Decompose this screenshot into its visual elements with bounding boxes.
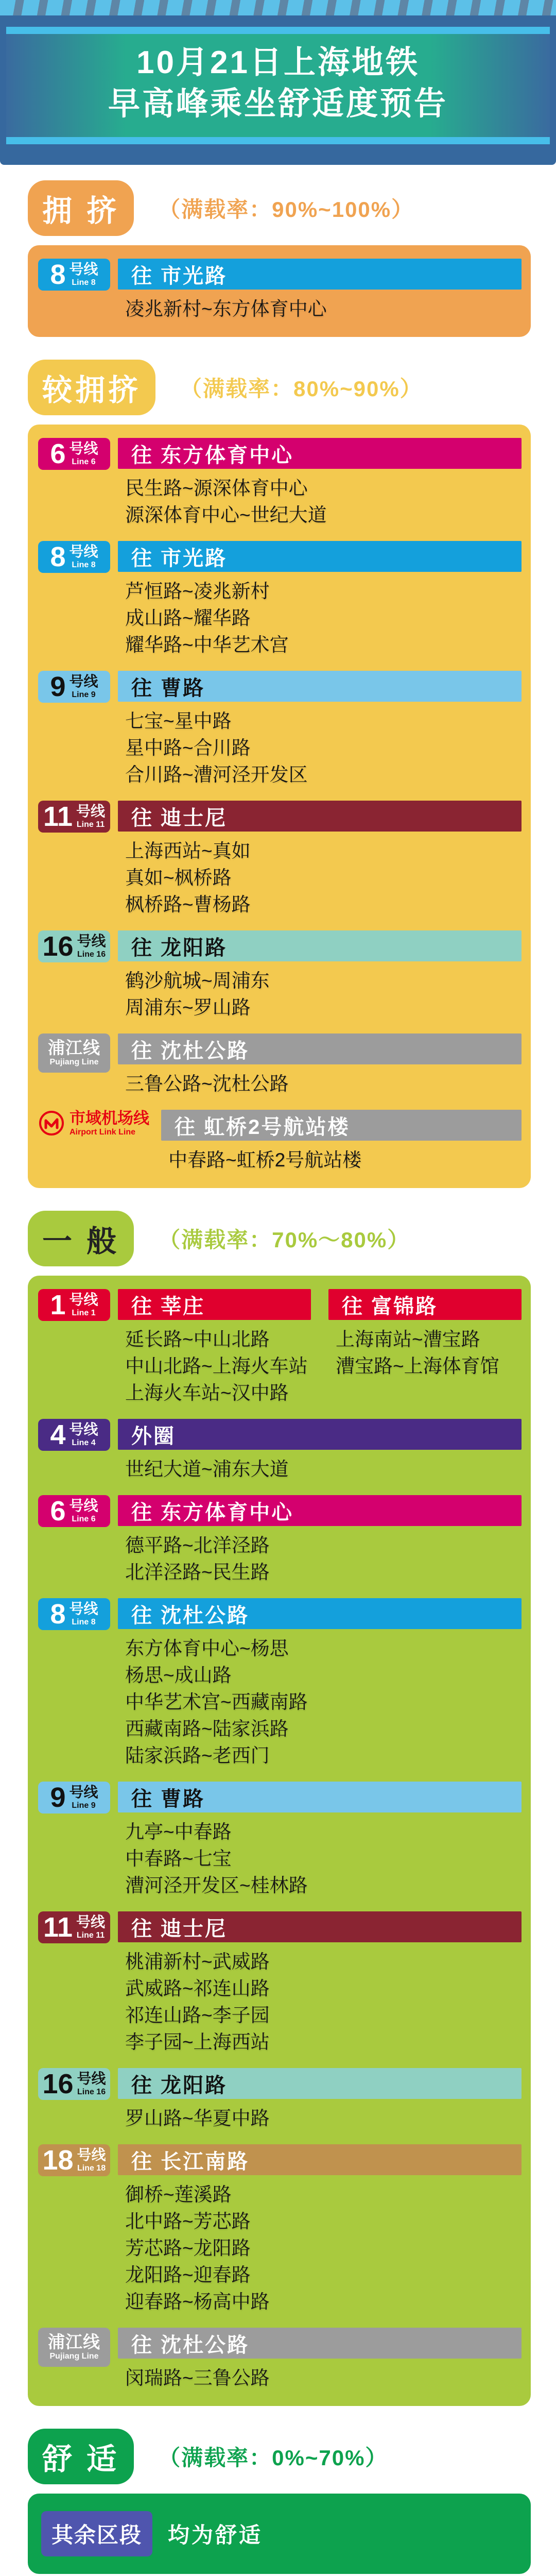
direction-blocks: [118, 1033, 522, 1098]
line-badge-labels: [76, 804, 105, 829]
direction-blocks: [118, 2144, 522, 2316]
rest-segments-badge: 其余区段: [41, 2511, 152, 2556]
direction-block: [161, 1110, 522, 1175]
direction-bar: 往 富锦路: [328, 1289, 522, 1320]
direction-bar: 往 市光路: [118, 541, 522, 572]
segment-item: 西藏南路~陆家浜路: [125, 1718, 289, 1739]
line-8-badge: [38, 541, 110, 573]
line-group: [38, 1289, 522, 1408]
direction-block: [118, 1289, 311, 1408]
direction-block: [118, 930, 522, 1022]
direction-bar: 往 龙阳路: [118, 930, 522, 961]
direction-blocks: [118, 1911, 522, 2057]
line-unit-label: 号线: [69, 1784, 98, 1800]
line-8-badge: [38, 259, 110, 291]
segment-item: 中山北路~上海火车站: [125, 1355, 308, 1377]
segment-item: 真如~枫桥路: [125, 867, 232, 888]
segment-item: 耀华路~中华艺术宫: [125, 634, 289, 655]
segment-item: 成山路~耀华路: [125, 607, 251, 629]
direction-blocks: [118, 801, 522, 919]
line-number: 16: [42, 2069, 74, 2099]
segment-list: [125, 968, 522, 1021]
segment-list: [125, 2181, 522, 2315]
line-badge-labels: [70, 262, 98, 287]
segment-item: 凌兆新村~东方体育中心: [125, 298, 327, 319]
line-unit-label: 号线: [76, 1914, 106, 1930]
segment-list: [125, 296, 522, 323]
segment-item: 上海火车站~汉中路: [125, 1382, 289, 1403]
line-number: 9: [50, 1782, 66, 1813]
direction-bar: 往 东方体育中心: [118, 438, 522, 469]
line-name-en: Pujiang Line: [49, 2352, 99, 2361]
line-name-cn: 浦江线: [48, 2332, 100, 2351]
line-en-label: Line 4: [72, 1438, 96, 1447]
section-rather-crowded-card: [28, 425, 531, 1188]
segment-list: [125, 1948, 522, 2056]
line-16-badge: [38, 930, 110, 962]
line-name-en: Airport Link Line: [70, 1127, 135, 1137]
direction-block: [118, 1033, 522, 1098]
line-badge-labels: [70, 442, 98, 466]
line-unit-label: 号线: [76, 803, 106, 819]
line-number: 11: [43, 801, 73, 832]
line-unit-label: 号线: [77, 2071, 106, 2087]
direction-block: [118, 541, 522, 659]
line-9-badge: [38, 671, 110, 703]
header-stripes: [0, 0, 556, 15]
direction-block: [118, 671, 522, 789]
segment-item: 漕河泾开发区~桂林路: [125, 1875, 308, 1896]
segment-list: [125, 1071, 522, 1097]
page-title-line2: 早高峰乘坐舒适度预告: [108, 86, 448, 122]
line-6-badge: [38, 438, 110, 470]
segment-item: 合川路~漕河泾开发区: [125, 764, 308, 785]
line-unit-label: 号线: [77, 2147, 106, 2163]
direction-block: [118, 2328, 522, 2393]
segment-list: [125, 1532, 522, 1586]
line-group: [38, 1033, 522, 1098]
line-en-label: Line 11: [76, 1931, 105, 1940]
line-group: [38, 1911, 522, 2057]
section-crowded-badge: 拥 挤: [28, 180, 134, 236]
direction-blocks: [118, 930, 522, 1022]
line-badge-labels: [70, 1293, 98, 1317]
line-name-cn: 浦江线: [48, 1038, 100, 1057]
section-rather-crowded-badge: 较拥挤: [28, 360, 155, 415]
segment-item: 陆家浜路~老西门: [125, 1745, 270, 1766]
segment-item: 迎春路~杨高中路: [125, 2291, 270, 2312]
direction-blocks: [118, 1419, 522, 1484]
airport-link-line-badge: [38, 1110, 149, 1137]
line-unit-label: 号线: [69, 1292, 98, 1308]
section-normal-head: [28, 1211, 556, 1266]
direction-blocks: [118, 1598, 522, 1770]
line-name-cn: 市域机场线: [70, 1109, 149, 1127]
segment-item: 民生路~源深体育中心: [125, 478, 308, 499]
page-title: [6, 42, 550, 125]
line-number: 6: [50, 438, 66, 469]
direction-blocks: [118, 1495, 522, 1587]
page-title-line1: 10月21日上海地铁: [136, 45, 420, 80]
line-number: 4: [50, 1419, 66, 1450]
line-1-badge: [38, 1289, 110, 1321]
header-banner: [0, 15, 556, 165]
direction-block: [118, 1911, 522, 2057]
line-en-label: Line 16: [77, 2088, 106, 2096]
segment-item: 世纪大道~浦东大道: [125, 1459, 289, 1480]
direction-block: [118, 1782, 522, 1900]
segment-item: 中春路~虹桥2号航站楼: [168, 1149, 362, 1171]
line-number: 18: [42, 2145, 74, 2176]
rest-segments-row: [38, 2507, 522, 2561]
line-badge-labels: [76, 1915, 105, 1940]
line-en-label: Line 8: [72, 278, 96, 287]
direction-block: [118, 2144, 522, 2316]
section-comfortable-head: [28, 2429, 556, 2484]
line-badge-labels: [77, 2148, 106, 2173]
direction-bar: 往 沈杜公路: [118, 2328, 522, 2359]
line-number: 16: [42, 931, 74, 962]
line-badge-labels: [70, 1422, 98, 1447]
direction-bar: 往 曹路: [118, 1782, 522, 1812]
segment-list: [168, 1147, 522, 1174]
segment-item: 芦恒路~凌兆新村: [125, 581, 270, 602]
segment-item: 武威路~祁连山路: [125, 1978, 270, 1999]
direction-blocks: [118, 438, 522, 530]
segment-item: 李子园~上海西站: [125, 2031, 270, 2053]
direction-bar: 往 长江南路: [118, 2144, 522, 2175]
direction-bar: 外圈: [118, 1419, 522, 1450]
line-unit-label: 号线: [69, 440, 98, 456]
segment-item: 枫桥路~曹杨路: [125, 894, 251, 915]
segment-item: 龙阳路~迎春路: [125, 2264, 251, 2285]
direction-bar: 往 迪士尼: [118, 1911, 522, 1942]
segment-item: 东方体育中心~杨思: [125, 1638, 289, 1659]
line-number: 6: [50, 1496, 66, 1527]
direction-block: [118, 259, 522, 324]
segment-item: 北洋泾路~民生路: [125, 1562, 270, 1583]
segment-list: [125, 578, 522, 658]
segment-list: [125, 475, 522, 529]
section-crowded-load-note: （满载率：90%~100%）: [159, 197, 414, 222]
direction-block: [118, 2068, 522, 2133]
segment-item: 芳芯路~龙阳路: [125, 2238, 251, 2259]
direction-bar: 往 曹路: [118, 671, 522, 702]
segment-item: 上海南站~漕宝路: [336, 1329, 480, 1350]
rest-segments-text: 均为舒适: [168, 2523, 263, 2547]
line-group: [38, 2328, 522, 2393]
airport-link-line-logo-icon: [38, 1110, 65, 1137]
line-en-label: Line 8: [72, 1618, 96, 1626]
segment-list: [125, 1456, 522, 1483]
line-group: [38, 801, 522, 919]
line-en-label: Line 9: [72, 1801, 96, 1810]
header-banner-inner: [6, 27, 550, 144]
line-name-en: Pujiang Line: [49, 1058, 99, 1066]
section-rather-crowded-load-note: （满载率：80%~90%）: [180, 377, 423, 401]
segment-item: 闵瑞路~三鲁公路: [125, 2367, 270, 2388]
line-number: 11: [43, 1912, 73, 1943]
direction-blocks: [118, 541, 522, 659]
segment-list: [125, 2365, 522, 2392]
direction-bar: 往 东方体育中心: [118, 1495, 522, 1526]
direction-block: [118, 1598, 522, 1770]
section-comfortable-load-note: （满载率：0%~70%）: [159, 2446, 388, 2470]
section-normal-load-note: （满载率：70%～80%）: [159, 1228, 410, 1252]
direction-blocks: [161, 1110, 522, 1175]
segment-list: [336, 1326, 522, 1380]
section-normal-badge: 一 般: [28, 1211, 134, 1266]
sections: [0, 180, 556, 2574]
line-en-label: Line 8: [72, 561, 96, 569]
line-en-label: Line 1: [72, 1309, 96, 1317]
direction-block: [118, 801, 522, 919]
line-11-badge: [38, 1911, 110, 1943]
line-badge-labels: [70, 545, 98, 569]
line-number: 9: [50, 671, 66, 702]
line-en-label: Line 18: [77, 2164, 106, 2173]
section-normal-card: [28, 1276, 531, 2406]
line-unit-label: 号线: [69, 673, 98, 689]
direction-blocks: [118, 1289, 522, 1408]
section-rather-crowded-head: [28, 360, 556, 415]
direction-blocks: [118, 2328, 522, 2393]
line-en-label: Line 6: [72, 1515, 96, 1523]
line-number: 8: [50, 259, 66, 290]
segment-item: 中春路~七宝: [125, 1848, 232, 1869]
line-badge-labels: [70, 674, 98, 699]
line-group: [38, 1110, 522, 1175]
airport-line-labels: [70, 1110, 149, 1137]
segment-item: 御桥~莲溪路: [125, 2184, 232, 2205]
line-4-badge: [38, 1419, 110, 1451]
section-crowded-head: [28, 180, 556, 236]
line-badge-labels: [77, 934, 106, 959]
line-16-badge: [38, 2068, 110, 2100]
segment-item: 周浦东~罗山路: [125, 997, 251, 1018]
segment-item: 九亭~中春路: [125, 1821, 232, 1842]
segment-item: 漕宝路~上海体育馆: [336, 1355, 499, 1377]
line-unit-label: 号线: [69, 1421, 98, 1437]
segment-list: [125, 708, 522, 788]
direction-blocks: [118, 671, 522, 789]
segment-item: 德平路~北洋泾路: [125, 1535, 270, 1556]
direction-block: [328, 1289, 522, 1408]
line-en-label: Line 9: [72, 690, 96, 699]
line-number: 8: [50, 1599, 66, 1630]
line-badge-labels: [70, 1785, 98, 1810]
direction-bar: 往 沈杜公路: [118, 1033, 522, 1064]
section-crowded-card: [28, 245, 531, 337]
section-comfortable-badge: 舒 适: [28, 2429, 134, 2484]
segment-item: 上海西站~真如: [125, 840, 251, 861]
line-badge-labels: [70, 1602, 98, 1626]
segment-item: 源深体育中心~世纪大道: [125, 504, 327, 526]
direction-block: [118, 1419, 522, 1484]
line-group: [38, 2068, 522, 2133]
line-group: [38, 1495, 522, 1587]
line-group: [38, 671, 522, 789]
direction-bar: 往 莘庄: [118, 1289, 311, 1320]
direction-blocks: [118, 2068, 522, 2133]
pujiang-line-badge: [38, 1033, 110, 1073]
segment-item: 三鲁公路~沈杜公路: [125, 1073, 289, 1094]
segment-item: 中华艺术宫~西藏南路: [125, 1691, 308, 1713]
segment-list: [125, 2105, 522, 2132]
line-number: 8: [50, 541, 66, 572]
segment-list: [125, 1635, 522, 1769]
line-group: [38, 259, 522, 324]
line-badge-labels: [77, 2072, 106, 2096]
line-en-label: Line 11: [76, 820, 105, 829]
segment-item: 罗山路~华夏中路: [125, 2108, 270, 2129]
line-number: 1: [50, 1290, 66, 1320]
segment-list: [125, 838, 522, 918]
line-en-label: Line 16: [77, 950, 106, 959]
segment-item: 鹤沙航城~周浦东: [125, 970, 270, 991]
direction-bar: 往 虹桥2号航站楼: [161, 1110, 522, 1141]
segment-item: 星中路~合川路: [125, 737, 251, 758]
line-badge-labels: [70, 1499, 98, 1523]
segment-item: 祁连山路~李子园: [125, 2005, 270, 2026]
line-en-label: Line 6: [72, 457, 96, 466]
segment-item: 七宝~星中路: [125, 710, 232, 732]
direction-bar: 往 市光路: [118, 259, 522, 290]
line-unit-label: 号线: [69, 1601, 98, 1617]
line-group: [38, 930, 522, 1022]
section-comfortable-card: [28, 2494, 531, 2574]
line-group: [38, 541, 522, 659]
direction-block: [118, 1495, 522, 1587]
line-unit-label: 号线: [69, 261, 98, 277]
direction-blocks: [118, 1782, 522, 1900]
segment-item: 北中路~芳芯路: [125, 2211, 251, 2232]
direction-block: [118, 438, 522, 530]
direction-blocks: [118, 259, 522, 324]
direction-bar: 往 迪士尼: [118, 801, 522, 832]
line-8-badge: [38, 1598, 110, 1630]
line-group: [38, 1419, 522, 1484]
line-9-badge: [38, 1782, 110, 1814]
line-group: [38, 1598, 522, 1770]
segment-list: [125, 1819, 522, 1899]
segment-item: 杨思~成山路: [125, 1665, 232, 1686]
segment-item: 桃浦新村~武威路: [125, 1951, 270, 1972]
line-group: [38, 438, 522, 530]
direction-bar: 往 沈杜公路: [118, 1598, 522, 1629]
line-18-badge: [38, 2144, 110, 2176]
line-group: [38, 2144, 522, 2316]
line-11-badge: [38, 801, 110, 833]
line-unit-label: 号线: [77, 933, 106, 949]
line-unit-label: 号线: [69, 1498, 98, 1514]
line-unit-label: 号线: [69, 544, 98, 560]
direction-bar: 往 龙阳路: [118, 2068, 522, 2099]
line-6-badge: [38, 1495, 110, 1527]
segment-item: 延长路~中山北路: [125, 1329, 270, 1350]
segment-list: [125, 1326, 311, 1406]
pujiang-line-badge: [38, 2328, 110, 2367]
line-group: [38, 1782, 522, 1900]
